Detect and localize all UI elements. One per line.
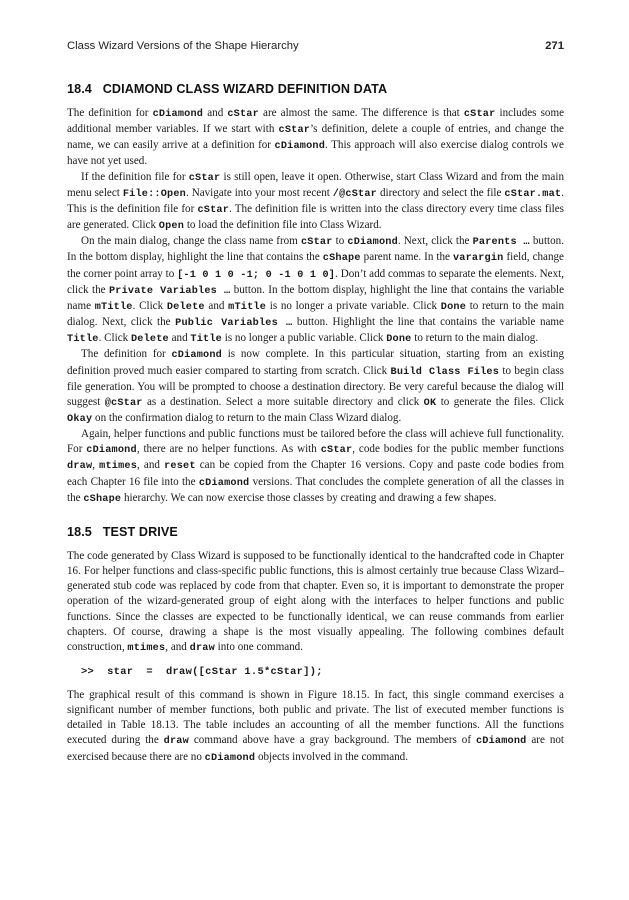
inline-code: cDiamond (274, 141, 326, 153)
inline-code: [-1 0 1 0 -1; 0 -1 0 1 0] (177, 269, 336, 281)
inline-code: draw (189, 642, 215, 654)
inline-code: /@cStar (332, 188, 377, 200)
body-paragraph: If the definition file for cStar is still open, leave it open. Otherwise, start Class Wizard and from the main menu select File::Open. Navigate into your most recent /@cStar directory and select the file cStar.mat. This is the definition file for cStar. The definition file is written into the class directory every time class files are generated. Click Open to load the definition file into Class Wizard. (67, 170, 564, 233)
inline-code: cStar.mat (504, 188, 562, 200)
inline-code: cStar (197, 204, 230, 216)
inline-code: Public Variables … (175, 318, 293, 330)
inline-code: Title (67, 334, 99, 346)
inline-code: mtimes (99, 461, 138, 473)
inline-code: Build Class Files (390, 366, 500, 378)
inline-code: Open (158, 221, 185, 233)
inline-code: cShape (83, 493, 122, 505)
inline-code: cStar (300, 237, 333, 249)
inline-code: mtimes (127, 642, 166, 654)
inline-code: File::Open (122, 188, 186, 200)
inline-code: cStar (278, 125, 311, 137)
inline-code: cDiamond (171, 350, 222, 362)
inline-code: OK (423, 397, 437, 409)
body-paragraph: The graphical result of this command is shown in Figure 18.15. In fact, this single command exercises a significant number of member functions, both public and private. The list of executed member functions is detailed in Table 18.13. The table includes an accounting of all the member functions. All the functions executed during the draw command above have a gray background. The members of cDiamond are not exercised because there are no cDiamond objects involved in the command. (67, 689, 564, 764)
inline-code: cDiamond (204, 752, 256, 764)
inline-code: reset (164, 461, 196, 473)
inline-code: @cStar (104, 397, 143, 409)
running-header (67, 40, 564, 58)
inline-code: Delete (166, 301, 205, 313)
inline-code: cDiamond (152, 109, 204, 120)
inline-code: draw (163, 736, 189, 748)
inline-code: mTitle (228, 301, 267, 313)
running-title: Class Wizard Versions of the Shape Hierarchy (67, 40, 299, 52)
body-paragraph: The definition for cDiamond is now complete. In this particular situation, starting from an existing definition proved much easier compared to starting from scratch. Click Build Class Files to begin class file generation. You will be prompted to choose a destination directory. Be very careful because the dialog will suggest @cStar as a destination. Select a more suitable directory and click OK to generate the files. Click Okay on the confirmation dialog to return to the main Class Wizard dialog. (67, 348, 564, 425)
command-line-example: >> star = draw([cStar 1.5*cStar]); (81, 666, 323, 678)
inline-code: Private Variables … (108, 285, 231, 297)
body-paragraph: Again, helper functions and public functions must be tailored before the class will achieve full functionality. For cDiamond, there are no helper functions. As with cStar, code bodies for the public member functions draw, mtimes, and reset can be copied from the Chapter 16 versions. Copy and paste code bodies from each Chapter 16 file into the cDiamond versions. That concludes the complete generation of all the classes in the cShape hierarchy. We can now exercise those classes by creating and drawing a few shapes. (67, 428, 565, 505)
body-paragraph: On the main dialog, change the class name from cStar to cDiamond. Next, click the Parents … button. In the bottom display, highlight the line that contains the cShape parent name. In the varargin field, change the corner point array to [-1 0 1 0 -1; 0 -1 0 1 0]. Don’t add commas to separate the elements. Next, click the Private Variables … button. In the bottom display, highlight the line that contains the variable name mTitle. Click Delete and mTitle is no longer a private variable. Click Done to return to the main dialog. Next, click the Public Variables … button. Highlight the line that contains the variable name Title. Click Delete and Title is no longer a public variable. Click Done to return to the main dialog. (67, 235, 564, 346)
inline-code: cStar (320, 445, 353, 457)
section-heading-18-5: 18.5 TEST DRIVE (67, 524, 178, 539)
inline-code: Okay (67, 413, 93, 425)
inline-code: cShape (322, 253, 361, 265)
inline-code: Delete (130, 334, 169, 346)
inline-code: cDiamond (347, 237, 398, 249)
body-paragraph: The code generated by Class Wizard is supposed to be functionally identical to the handcrafted code in Chapter 16. For helper functions and class-specific public functions, this is almost certainly true because Class Wizard–generated stub code was replaced by code from that chapter. Even so, it is important to demonstrate the proper operation of the wizard-generated group of eight along with the interfaces to helper functions and public functions. Since the classes are expected to be functionally identical, we can reuse commands from earlier chapters. Of course, drawing a shape is the most visually appealing. The following combines default construction, mtimes, and draw into one command. (67, 549, 564, 654)
inline-code: Parents … (472, 237, 530, 249)
book-page (67, 40, 564, 766)
page-number: 271 (545, 40, 564, 52)
inline-code: Done (386, 334, 412, 346)
inline-code: Done (440, 301, 467, 313)
inline-code: cDiamond (475, 736, 527, 748)
inline-code: mTitle (94, 301, 133, 313)
inline-code: draw (67, 461, 93, 473)
inline-code: Title (190, 334, 222, 346)
inline-code: cStar (463, 109, 496, 120)
inline-code: cStar (227, 109, 259, 120)
section-heading-18-4: 18.4 CDIAMOND CLASS WIZARD DEFINITION DATA (67, 82, 388, 96)
inline-code: cDiamond (86, 445, 137, 457)
inline-code: cDiamond (198, 477, 250, 489)
inline-code: varargin (452, 253, 504, 265)
inline-code: cStar (188, 172, 221, 184)
body-paragraph: The definition for cDiamond and cStar are almost the same. The difference is that cStar includes some additional member variables. If we start with cStar’s definition, delete a couple of entries, and change the name, we can easily arrive at a definition for cDiamond. This approach will also exercise dialog controls we have not yet used. (67, 107, 565, 168)
